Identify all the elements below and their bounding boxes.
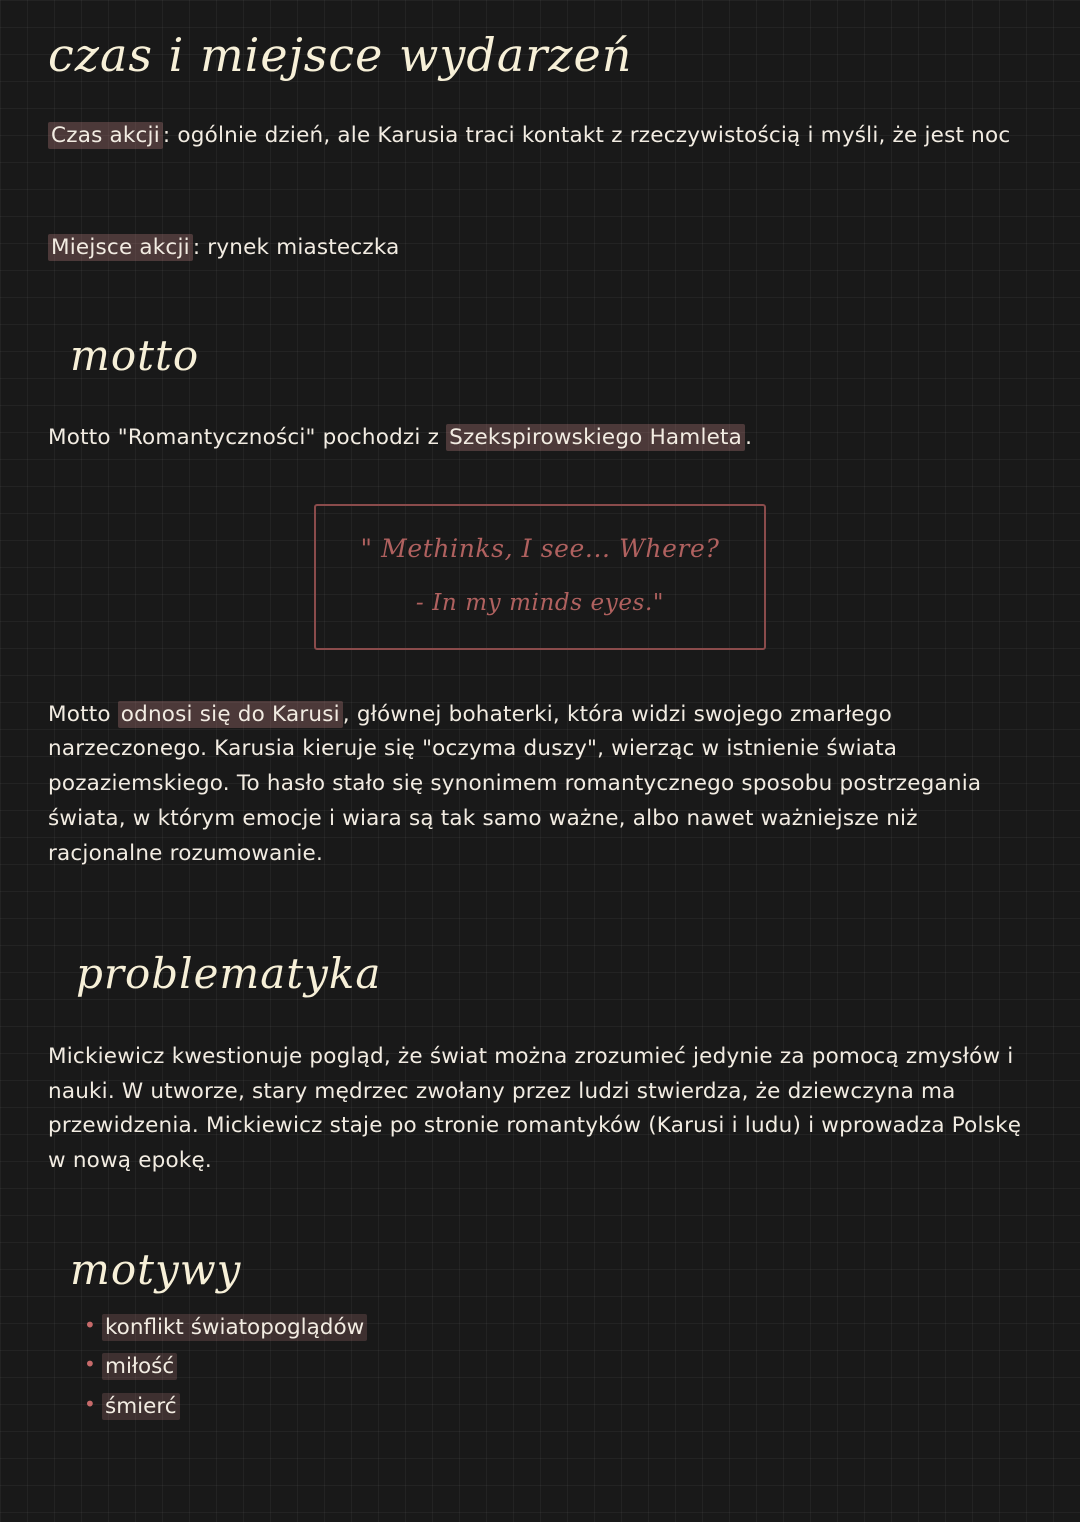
motto-explanation-highlight: odnosi się do Karusi (118, 701, 343, 728)
list-item (84, 1347, 1032, 1387)
spacer (48, 998, 1032, 1018)
motto-explanation-after: , głównej bohaterki, która widzi swojego zmarłego narzeczonego. Karusia kieruje się "oczyma duszy", wierząc w istnienie świata pozaziemskiego. To hasło stało się synonimem romantycznego sposobu postrzegania świata, w którym emocje i wiara są tak samo ważne, albo nawet ważniejsze niż racjonalne rozumowanie. (48, 701, 982, 866)
list-item (84, 1387, 1032, 1427)
motto-intro-paragraph (48, 421, 1032, 456)
time-of-action-text: : ogólnie dzień, ale Karusia traci kontakt z rzeczywistością i myśli, że jest noc (162, 122, 1011, 148)
spacer (48, 287, 1032, 331)
quote-line-2: - In my minds eyes." (415, 590, 665, 617)
list-item (84, 1308, 1032, 1348)
spacer (48, 83, 1032, 97)
place-of-action-paragraph (48, 231, 1032, 266)
motto-explanation-before: Motto (48, 701, 118, 727)
time-of-action-label: Czas akcji (48, 122, 163, 149)
quote-line-1: " Methinks, I see... Where? (360, 533, 720, 563)
spacer (48, 650, 1032, 676)
motto-intro-after: . (745, 425, 753, 451)
spacer (48, 175, 1032, 209)
motto-intro-before: Motto "Romantyczności" pochodzi z (48, 425, 447, 451)
spacer (48, 1201, 1032, 1245)
place-of-action-text: : rynek miasteczka (192, 234, 400, 260)
list-item-label: miłość (102, 1353, 177, 1380)
section-heading-motywy: motywy (70, 1244, 242, 1294)
time-of-action-paragraph (48, 119, 1032, 154)
list-item-label: konflikt światopoglądów (102, 1314, 367, 1341)
page-title: czas i miejsce wydarzeń (48, 28, 633, 82)
spacer (48, 380, 1032, 400)
place-of-action-label: Miejsce akcji (48, 234, 193, 261)
problematyka-paragraph: Mickiewicz kwestionuje pogląd, że świat można zrozumieć jedynie za pomocą zmysłów i nauki. W utworze, stary mędrzec zwołany przez ludzi stwierdza, że dziewczyna ma przewidzenia. Mickiewicz staje po stronie romantyków (Karusi i ludu) i wprowadza Polskę w nową epokę. (48, 1043, 1022, 1174)
motto-source-highlight: Szekspirowskiego Hamleta (446, 424, 745, 451)
spacer (48, 893, 1032, 949)
motywy-list (48, 1308, 1032, 1427)
quote-box (314, 504, 766, 650)
motto-explanation-paragraph (48, 698, 1032, 872)
list-item-label: śmierć (102, 1393, 180, 1420)
section-heading-motto: motto (70, 330, 200, 380)
spacer (48, 478, 1032, 504)
section-heading-problematyka: problematyka (76, 949, 382, 999)
